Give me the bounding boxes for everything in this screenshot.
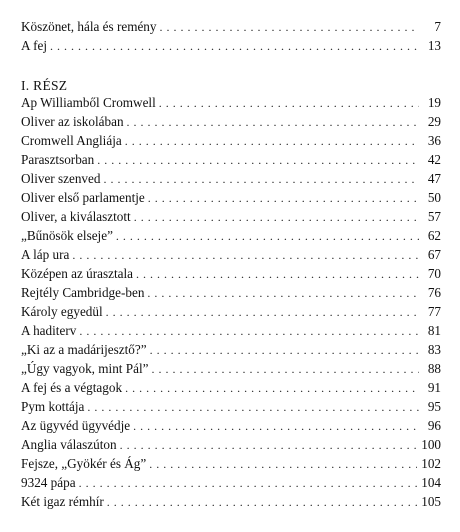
toc-entry: [21, 303, 441, 321]
toc-entry-title: Az ügyvéd ügyvédje: [21, 418, 131, 433]
dot-leader: [133, 417, 419, 435]
toc-entry: [21, 284, 441, 302]
toc-entry: [21, 189, 441, 207]
toc-entry-page: 96: [427, 418, 441, 433]
toc-entry-title: A fej: [21, 38, 48, 53]
dot-leader: [79, 474, 418, 492]
toc-entry-title: „Bűnösök elseje”: [21, 228, 113, 243]
toc-entry-title: Károly egyedül: [21, 304, 103, 319]
dot-leader: [107, 493, 417, 511]
dot-leader: [149, 455, 417, 473]
toc-entry-title: Pym kottája: [21, 399, 85, 414]
dot-leader: [79, 322, 419, 340]
toc-entry: [21, 455, 441, 473]
dot-leader: [106, 303, 419, 321]
toc-entry: [21, 417, 441, 435]
dot-leader: [150, 341, 419, 359]
toc-entry-page: 7: [434, 19, 441, 34]
toc-entry-page: 47: [427, 171, 441, 186]
toc-entry-page: 19: [427, 95, 441, 110]
dot-leader: [125, 379, 419, 397]
toc-entry-title: Oliver, a kiválasztott: [21, 209, 131, 224]
toc-entry-page: 91: [427, 380, 441, 395]
toc-entry-title: Anglia válaszúton: [21, 437, 117, 452]
toc-entry: [21, 94, 441, 112]
toc-entry-page: 36: [427, 133, 441, 148]
toc-entry: [21, 341, 441, 359]
toc-entry-title: Parasztsorban: [21, 152, 95, 167]
toc-entry: [21, 474, 441, 492]
dot-leader: [50, 37, 419, 55]
toc-entry-page: 81: [427, 323, 441, 338]
toc-entry-page: 88: [427, 361, 441, 376]
toc-entry-title: A haditerv: [21, 323, 77, 338]
dot-leader: [127, 113, 419, 131]
toc-entry-page: 42: [427, 152, 441, 167]
toc-entry-page: 95: [427, 399, 441, 414]
toc-entry: [21, 227, 441, 245]
dot-leader: [136, 265, 419, 283]
dot-leader: [120, 436, 418, 454]
toc-entry: [21, 151, 441, 169]
toc-entry-page: 67: [427, 247, 441, 262]
toc-entry-title: „Úgy vagyok, mint Pál”: [21, 361, 149, 376]
dot-leader: [151, 360, 419, 378]
toc-entry: [21, 208, 441, 226]
dot-leader: [134, 208, 419, 226]
dot-leader: [116, 227, 419, 245]
toc-entry-title: Rejtély Cambridge-ben: [21, 285, 145, 300]
toc-entry-page: 13: [427, 38, 441, 53]
toc-entry-title: Oliver szenved: [21, 171, 101, 186]
toc-entry: [21, 436, 441, 454]
dot-leader: [159, 94, 419, 112]
toc-entry: [21, 398, 441, 416]
toc-entry-page: 76: [427, 285, 441, 300]
dot-leader: [160, 18, 420, 36]
dot-leader: [87, 398, 419, 416]
toc-entry-page: 83: [427, 342, 441, 357]
toc-entry-title: A láp ura: [21, 247, 70, 262]
toc-entry-title: Oliver első parlamentje: [21, 190, 145, 205]
toc-entry: [21, 265, 441, 283]
toc-entry-title: Középen az úrasztala: [21, 266, 134, 281]
dot-leader: [103, 170, 419, 188]
toc-entry-page: 62: [427, 228, 441, 243]
toc-entry-title: „Ki az a madárijesztő?”: [21, 342, 147, 357]
toc-entry: [21, 360, 441, 378]
dot-leader: [72, 246, 419, 264]
toc-entry-page: 105: [421, 494, 441, 509]
dot-leader: [148, 189, 419, 207]
toc-entry: [21, 170, 441, 188]
toc-entry: [21, 379, 441, 397]
toc-entry-page: 77: [427, 304, 441, 319]
toc-entry-title: Köszönet, hála és remény: [21, 19, 157, 34]
dot-leader: [97, 151, 419, 169]
toc-entry: [21, 493, 441, 511]
toc-entry: [21, 18, 441, 36]
toc-entry-page: 29: [427, 114, 441, 129]
toc-entry: [21, 132, 441, 150]
toc-entry-title: 9324 pápa: [21, 475, 76, 490]
toc-entry-page: 100: [421, 437, 441, 452]
toc-entry-page: 57: [427, 209, 441, 224]
section-heading: I. RÉSZ: [21, 78, 68, 93]
toc-entry-page: 104: [421, 475, 441, 490]
toc-entry: [21, 37, 441, 55]
dot-leader: [147, 284, 419, 302]
toc-entry-title: Fejsze, „Gyökér és Ág”: [21, 456, 147, 471]
toc-entry-title: A fej és a végtagok: [21, 380, 123, 395]
toc-entry-title: Két igaz rémhír: [21, 494, 104, 509]
toc-entry: [21, 322, 441, 340]
toc-entry-title: Ap Williamből Cromwell: [21, 95, 156, 110]
toc-entry-page: 70: [427, 266, 441, 281]
toc-entry: [21, 246, 441, 264]
toc-entry-title: Cromwell Angliája: [21, 133, 122, 148]
toc-entry: [21, 113, 441, 131]
toc-entry-page: 50: [427, 190, 441, 205]
dot-leader: [125, 132, 419, 150]
toc-entry-title: Oliver az iskolában: [21, 114, 124, 129]
toc-entry-page: 102: [421, 456, 441, 471]
